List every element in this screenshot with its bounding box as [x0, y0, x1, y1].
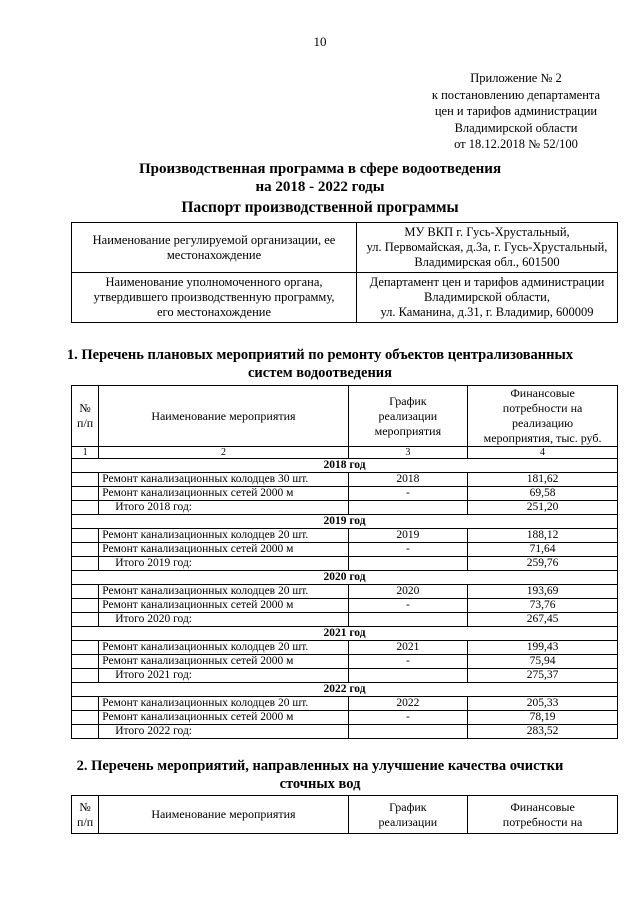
header-finance-line: реализацию — [511, 416, 574, 430]
measure-name: Ремонт канализационных сетей 2000 м — [99, 543, 348, 557]
passport-value-line: ул. Первомайская, д.3а, г. Гусь-Хрустальный, — [366, 240, 608, 254]
header-finance-line: потребности на — [502, 814, 583, 829]
repair-measures-table — [71, 385, 618, 739]
measure-name: Ремонт канализационных колодцев 20 шт. — [99, 529, 348, 543]
total-value: 283,52 — [468, 725, 618, 739]
table-row — [72, 711, 618, 725]
page-number: 10 — [313, 34, 327, 49]
passport-value-cell — [357, 273, 618, 323]
passport-value-cell — [357, 223, 618, 273]
total-schedule — [348, 725, 467, 739]
section1-title-line: 1. Перечень плановых мероприятий по ремонту объектов централизованных — [66, 347, 574, 363]
table-row — [72, 697, 618, 711]
total-value: 267,45 — [468, 613, 618, 627]
year-group-row — [72, 515, 618, 529]
measure-name: Ремонт канализационных колодцев 20 шт. — [99, 641, 348, 655]
total-row — [72, 557, 618, 571]
passport-value-line: ул. Каманина, д.31, г. Владимир, 600009 — [380, 305, 594, 319]
passport-value-line: МУ ВКП г. Гусь-Хрустальный, — [404, 225, 570, 239]
table-row — [72, 487, 618, 501]
measure-finance: 69,58 — [468, 487, 618, 501]
year-group-row — [72, 459, 618, 473]
measure-finance: 188,12 — [468, 529, 618, 543]
total-row — [72, 613, 618, 627]
measure-name: Ремонт канализационных сетей 2000 м — [99, 711, 348, 725]
header-schedule — [348, 386, 467, 447]
row-num — [72, 697, 99, 711]
header-schedule-line: График — [389, 393, 427, 408]
year-label: 2022 год — [72, 683, 618, 697]
row-num — [72, 557, 99, 571]
row-num — [72, 543, 99, 557]
row-num — [72, 473, 99, 487]
appendix-line: от 18.12.2018 № 52/100 — [454, 137, 578, 151]
row-num — [72, 725, 99, 739]
measure-finance: 205,33 — [468, 697, 618, 711]
header-finance-line: Финансовые — [510, 386, 575, 400]
measure-schedule: - — [348, 655, 467, 669]
quality-measures-table — [71, 795, 618, 834]
passport-label-cell — [72, 223, 357, 273]
measure-name: Ремонт канализационных сетей 2000 м — [99, 655, 348, 669]
table-body — [72, 459, 618, 739]
passport-label-line: Наименование регулируемой организации, ее — [92, 232, 336, 247]
year-label: 2021 год — [72, 627, 618, 641]
header-finance-line: Финансовые — [510, 799, 575, 814]
measure-name: Ремонт канализационных сетей 2000 м — [99, 599, 348, 613]
measure-finance: 193,69 — [468, 585, 618, 599]
appendix-block — [396, 70, 636, 153]
header-finance-line: потребности на — [502, 401, 583, 415]
section1-title — [0, 346, 640, 382]
passport-value-line: Департамент цен и тарифов администрации — [369, 275, 605, 289]
measure-name: Ремонт канализационных колодцев 30 шт. — [99, 473, 348, 487]
measure-schedule: 2019 — [348, 529, 467, 543]
table-row — [72, 585, 618, 599]
document-title-line: на 2018 - 2022 годы — [255, 179, 385, 195]
passport-row — [72, 223, 618, 273]
passport-label-cell — [72, 273, 357, 323]
table-row — [72, 641, 618, 655]
header-schedule-line: реализации — [378, 408, 438, 423]
header-finance — [468, 386, 618, 447]
measure-name: Ремонт канализационных колодцев 20 шт. — [99, 697, 348, 711]
header-finance — [468, 796, 618, 834]
row-num — [72, 655, 99, 669]
passport-label-line: его местонахождение — [156, 305, 272, 319]
document-title-line: Производственная программа в сфере водоотведения — [138, 161, 502, 177]
measure-schedule: 2018 — [348, 473, 467, 487]
total-row — [72, 669, 618, 683]
row-num — [72, 501, 99, 515]
year-group-row — [72, 571, 618, 585]
table-row — [72, 599, 618, 613]
total-row — [72, 501, 618, 515]
measure-schedule: - — [348, 487, 467, 501]
measure-schedule: - — [348, 599, 467, 613]
row-num — [72, 599, 99, 613]
table-header-row — [72, 796, 618, 834]
table-row — [72, 473, 618, 487]
row-num — [72, 585, 99, 599]
total-label: Итого 2022 год: — [99, 725, 348, 739]
row-num — [72, 487, 99, 501]
row-num — [72, 711, 99, 725]
measure-finance: 71,64 — [468, 543, 618, 557]
measure-schedule: 2020 — [348, 585, 467, 599]
total-value: 275,37 — [468, 669, 618, 683]
measure-schedule: - — [348, 543, 467, 557]
column-number: 2 — [99, 447, 348, 459]
header-num-line: п/п — [77, 814, 94, 829]
measure-finance: 181,62 — [468, 473, 618, 487]
total-row — [72, 725, 618, 739]
document-title — [0, 160, 640, 196]
total-value: 251,20 — [468, 501, 618, 515]
total-label: Итого 2018 год: — [99, 501, 348, 515]
column-number: 4 — [468, 447, 618, 459]
passport-label-line: Наименование уполномоченного органа, — [105, 275, 323, 289]
header-schedule — [348, 796, 467, 834]
row-num — [72, 613, 99, 627]
appendix-line: цен и тарифов администрации — [434, 104, 598, 118]
year-group-row — [72, 627, 618, 641]
header-num — [72, 796, 99, 834]
passport-row — [72, 273, 618, 323]
measure-schedule: 2021 — [348, 641, 467, 655]
appendix-line: Владимирской области — [454, 120, 578, 135]
total-schedule — [348, 501, 467, 515]
table-row — [72, 529, 618, 543]
measure-schedule: 2022 — [348, 697, 467, 711]
row-num — [72, 641, 99, 655]
year-label: 2020 год — [72, 571, 618, 585]
measure-finance: 73,76 — [468, 599, 618, 613]
column-number: 3 — [348, 447, 467, 459]
table-row — [72, 655, 618, 669]
header-num — [72, 386, 99, 447]
section2-title-line: 2. Перечень мероприятий, направленных на улучшение качества очистки — [76, 758, 564, 774]
passport-table — [71, 222, 618, 323]
measure-name: Ремонт канализационных колодцев 20 шт. — [99, 585, 348, 599]
year-label: 2019 год — [72, 515, 618, 529]
passport-value-line: Владимирская обл., 601500 — [414, 255, 560, 269]
passport-title: Паспорт производственной программы — [181, 199, 459, 216]
measure-finance: 199,43 — [468, 641, 618, 655]
total-value: 259,76 — [468, 557, 618, 571]
measure-schedule: - — [348, 711, 467, 725]
passport-label-line: местонахождение — [166, 247, 262, 262]
total-label: Итого 2019 год: — [99, 557, 348, 571]
total-label: Итого 2021 год: — [99, 669, 348, 683]
section2-title-line: сточных вод — [279, 776, 361, 792]
measure-finance: 75,94 — [468, 655, 618, 669]
total-schedule — [348, 557, 467, 571]
column-number: 1 — [72, 447, 99, 459]
table-row — [72, 543, 618, 557]
passport-label-line: утвердившего производственную программу, — [93, 290, 335, 304]
header-name: Наименование мероприятия — [99, 386, 348, 447]
column-number-row — [72, 447, 618, 459]
header-num-line: № — [79, 799, 91, 814]
year-label: 2018 год — [72, 459, 618, 473]
header-schedule-line: График — [389, 799, 427, 814]
row-num — [72, 669, 99, 683]
total-schedule — [348, 669, 467, 683]
total-label: Итого 2020 год: — [99, 613, 348, 627]
section2-title — [0, 757, 640, 793]
section1-title-line: систем водоотведения — [247, 365, 393, 381]
appendix-line: к постановлению департамента — [431, 87, 601, 102]
appendix-line: Приложение № 2 — [470, 71, 562, 85]
row-num — [72, 529, 99, 543]
header-num-line: п/п — [77, 416, 94, 430]
total-schedule — [348, 613, 467, 627]
year-group-row — [72, 683, 618, 697]
header-schedule-line: реализации — [378, 814, 438, 829]
table-header-row — [72, 386, 618, 447]
header-name: Наименование мероприятия — [99, 796, 348, 834]
header-num-line: № — [79, 401, 91, 415]
passport-value-line: Владимирской области, — [424, 290, 550, 304]
measure-name: Ремонт канализационных сетей 2000 м — [99, 487, 348, 501]
header-schedule-line: мероприятия — [374, 423, 442, 438]
header-finance-line: мероприятия, тыс. руб. — [483, 431, 602, 445]
measure-finance: 78,19 — [468, 711, 618, 725]
